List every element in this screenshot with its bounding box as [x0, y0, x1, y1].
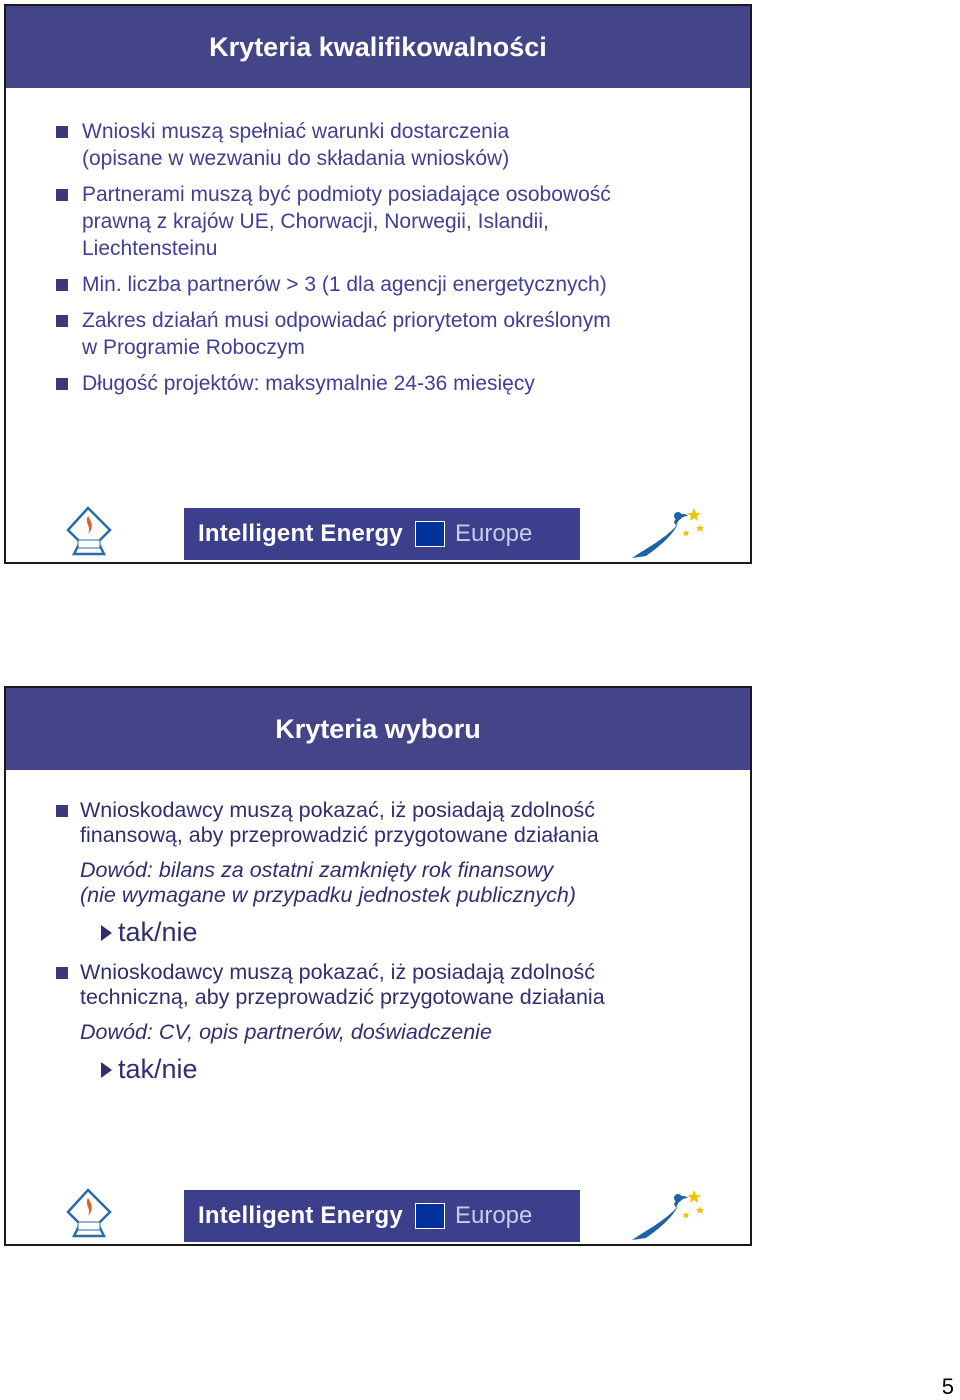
slide-selection — [4, 686, 752, 1246]
slide-title: Kryteria wyboru — [275, 713, 481, 744]
slide-title: Kryteria kwalifikowalności — [209, 31, 547, 62]
evidence-line: (nie wymagane w przypadku jednostek publicznych) — [80, 883, 576, 907]
square-bullet-icon — [56, 279, 68, 291]
bullet-item — [6, 271, 750, 298]
banner-title: Intelligent Energy — [198, 520, 403, 547]
square-bullet-icon — [56, 126, 68, 138]
bullet-item — [6, 370, 750, 397]
square-bullet-icon — [56, 967, 68, 979]
eu-flag-icon — [415, 1203, 445, 1229]
kape-logo-icon — [58, 504, 120, 558]
bullet-text: Wnioskodawcy muszą pokazać, iż posiadają zdolność — [80, 960, 596, 984]
eu-flag-icon — [415, 521, 445, 547]
bullet-text: w Programie Roboczym — [82, 336, 305, 359]
slide-eligibility — [4, 4, 752, 564]
triangle-arrow-icon — [101, 1062, 112, 1078]
bullet-item — [6, 118, 750, 172]
bullet-text: Zakres działań musi odpowiadać priorytetom określonym — [82, 309, 611, 332]
slide-content — [6, 798, 750, 1097]
evidence-line: Dowód: CV, opis partnerów, doświadczenie — [80, 1020, 492, 1044]
square-bullet-icon — [56, 805, 68, 817]
answer-item — [6, 1053, 750, 1085]
bullet-text: Wnioski muszą spełniać warunki dostarczenia — [82, 120, 510, 143]
answer-text: tak/nie — [118, 917, 198, 947]
bullet-text: Liechtensteinu — [82, 237, 218, 260]
slide-footer — [6, 502, 750, 562]
bullet-text: Wnioskodawcy muszą pokazać, iż posiadają zdolność — [80, 798, 596, 822]
page-number: 5 — [941, 1374, 954, 1399]
bullet-text: (opisane w wezwaniu do składania wniosków) — [82, 147, 510, 170]
answer-item — [6, 916, 750, 948]
evidence-line: Dowód: bilans za ostatni zamknięty rok finansowy — [80, 858, 554, 882]
evidence-text — [6, 1020, 750, 1045]
bullet-text: Długość projektów: maksymalnie 24-36 miesięcy — [82, 372, 535, 395]
bullet-text: prawną z krajów UE, Chorwacji, Norwegii, Islandii, — [82, 210, 549, 233]
kape-logo-icon — [58, 1186, 120, 1240]
slide-title-bar — [6, 6, 750, 88]
bullet-item — [6, 307, 750, 361]
banner-europe: Europe — [454, 520, 533, 547]
leaping-figure-stars-logo-icon — [626, 1184, 706, 1242]
answer-text: tak/nie — [118, 1054, 198, 1084]
evidence-text — [6, 858, 750, 908]
triangle-arrow-icon — [101, 925, 112, 941]
bullet-item — [6, 181, 750, 262]
square-bullet-icon — [56, 378, 68, 390]
slide-content — [6, 118, 750, 406]
intelligent-energy-europe-banner — [184, 1190, 580, 1242]
bullet-text: techniczną, aby przeprowadzić przygotowane działania — [80, 985, 605, 1009]
bullet-text: finansową, aby przeprowadzić przygotowane działania — [80, 823, 599, 847]
square-bullet-icon — [56, 315, 68, 327]
intelligent-energy-europe-banner — [184, 508, 580, 560]
slide-footer — [6, 1184, 750, 1244]
banner-europe: Europe — [454, 1202, 533, 1229]
bullet-text: Partnerami muszą być podmioty posiadające osobowość — [82, 183, 611, 206]
slide-title-bar — [6, 688, 750, 770]
leaping-figure-stars-logo-icon — [626, 502, 706, 560]
bullet-item — [6, 798, 750, 848]
bullet-item — [6, 960, 750, 1010]
square-bullet-icon — [56, 189, 68, 201]
banner-title: Intelligent Energy — [198, 1202, 403, 1229]
bullet-text: Min. liczba partnerów > 3 (1 dla agencji energetycznych) — [82, 273, 607, 296]
